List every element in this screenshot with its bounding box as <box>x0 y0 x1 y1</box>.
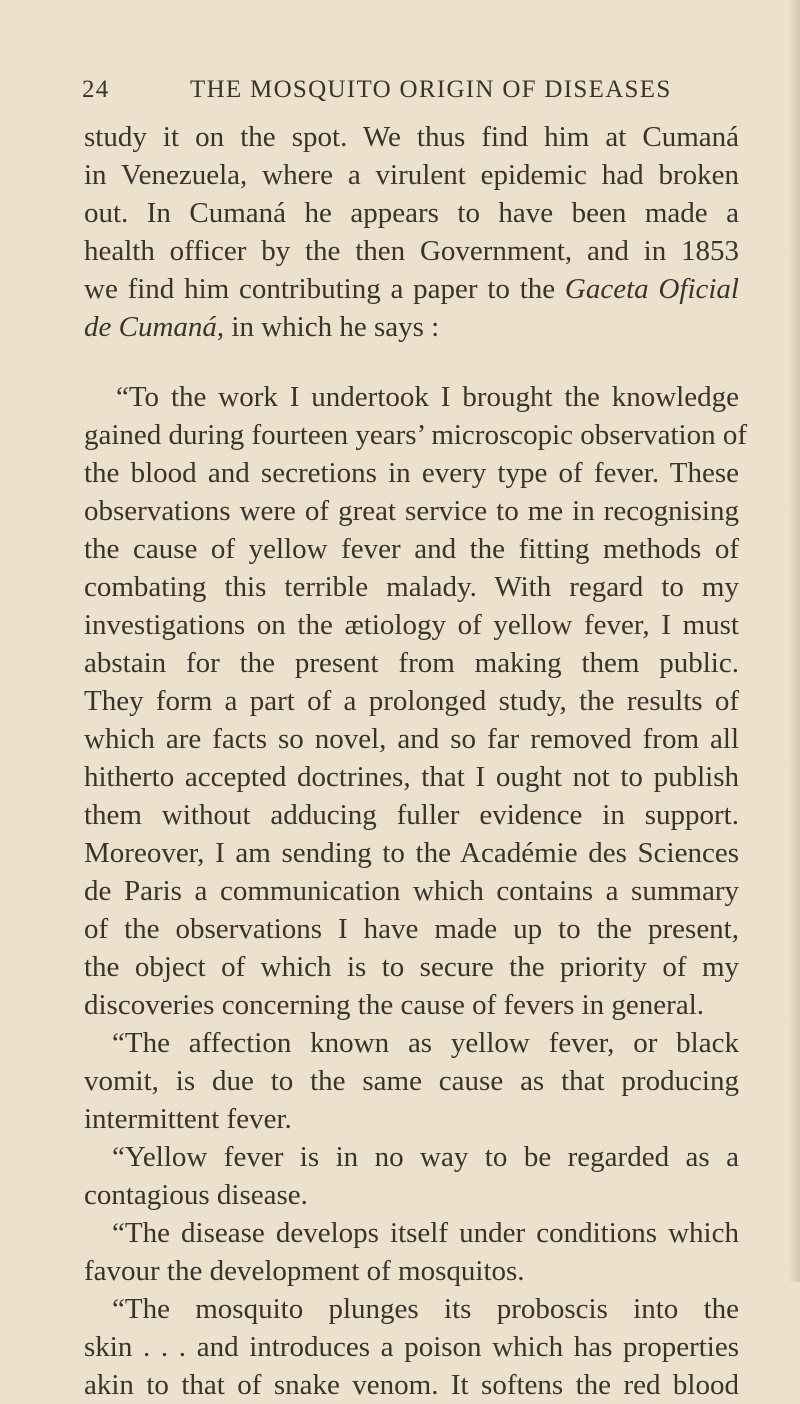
page-number: 24 <box>82 76 110 103</box>
quote-line: Moreover, I am sending to the Académie des Sciences <box>84 837 739 869</box>
quote-line: observations were of great service to me in recognising <box>84 495 739 527</box>
quote-line: “Yellow fever is in no way to be regarded as a <box>112 1141 739 1173</box>
quote-line: hitherto accepted doctrines, that I ought not to publish <box>84 761 739 793</box>
text-line-part: we find him contributing a paper to the <box>84 273 565 305</box>
quote-line: abstain for the present from making them public. <box>84 647 739 679</box>
text-line <box>84 270 739 308</box>
italic-title: de Cumaná <box>84 311 217 343</box>
text-line: health officer by the then Government, and in 1853 <box>84 235 739 267</box>
text-line: study it on the spot. We thus find him at Cumaná <box>84 121 739 153</box>
quote-line: discoveries concerning the cause of fevers in general. <box>84 989 705 1021</box>
quote-line: “The mosquito plunges its proboscis into the <box>112 1293 739 1325</box>
quote-line: They form a part of a prolonged study, the results of <box>84 685 739 717</box>
text-line-rest: , in which he says : <box>216 311 440 343</box>
text-line: out. In Cumaná he appears to have been made a <box>84 197 739 229</box>
quote-line: investigations on the ætiology of yellow fever, I must <box>84 609 739 641</box>
quote-line: akin to that of snake venom. It softens the red blood <box>84 1369 739 1401</box>
quote-line: which are facts so novel, and so far removed from all <box>84 723 739 755</box>
quote-line: gained during fourteen years’ microscopic observation of <box>84 419 748 451</box>
quote-line: vomit, is due to the same cause as that producing <box>84 1065 739 1097</box>
running-title: THE MOSQUITO ORIGIN OF DISEASES <box>190 76 672 103</box>
quote-line: of the observations I have made up to the present, <box>84 913 739 945</box>
quote-line: the object of which is to secure the priority of my <box>84 951 739 983</box>
quote-line: “The disease develops itself under conditions which <box>112 1217 739 1249</box>
italic-title: Gaceta Oficial <box>564 273 739 305</box>
quote-line: “To the work I undertook I brought the knowledge <box>116 381 739 413</box>
quote-line: skin . . . and introduces a poison which has properties <box>84 1331 739 1363</box>
page-edge-shadow <box>788 0 800 1282</box>
text-line: in Venezuela, where a virulent epidemic had broken <box>84 159 739 191</box>
quote-line: the cause of yellow fever and the fitting methods of <box>84 533 739 565</box>
quote-line: them without adducing fuller evidence in support. <box>84 799 739 831</box>
quote-line: “The affection known as yellow fever, or black <box>112 1027 739 1059</box>
quote-line: favour the development of mosquitos. <box>84 1255 525 1287</box>
quote-line: the blood and secretions in every type of fever. These <box>84 457 739 489</box>
quote-line: intermittent fever. <box>84 1103 292 1135</box>
running-head <box>82 76 742 110</box>
quote-line: combating this terrible malady. With regard to my <box>84 571 739 603</box>
quote-line: de Paris a communication which contains a summary <box>84 875 739 907</box>
text-line <box>84 308 739 346</box>
quote-line: contagious disease. <box>84 1179 308 1211</box>
